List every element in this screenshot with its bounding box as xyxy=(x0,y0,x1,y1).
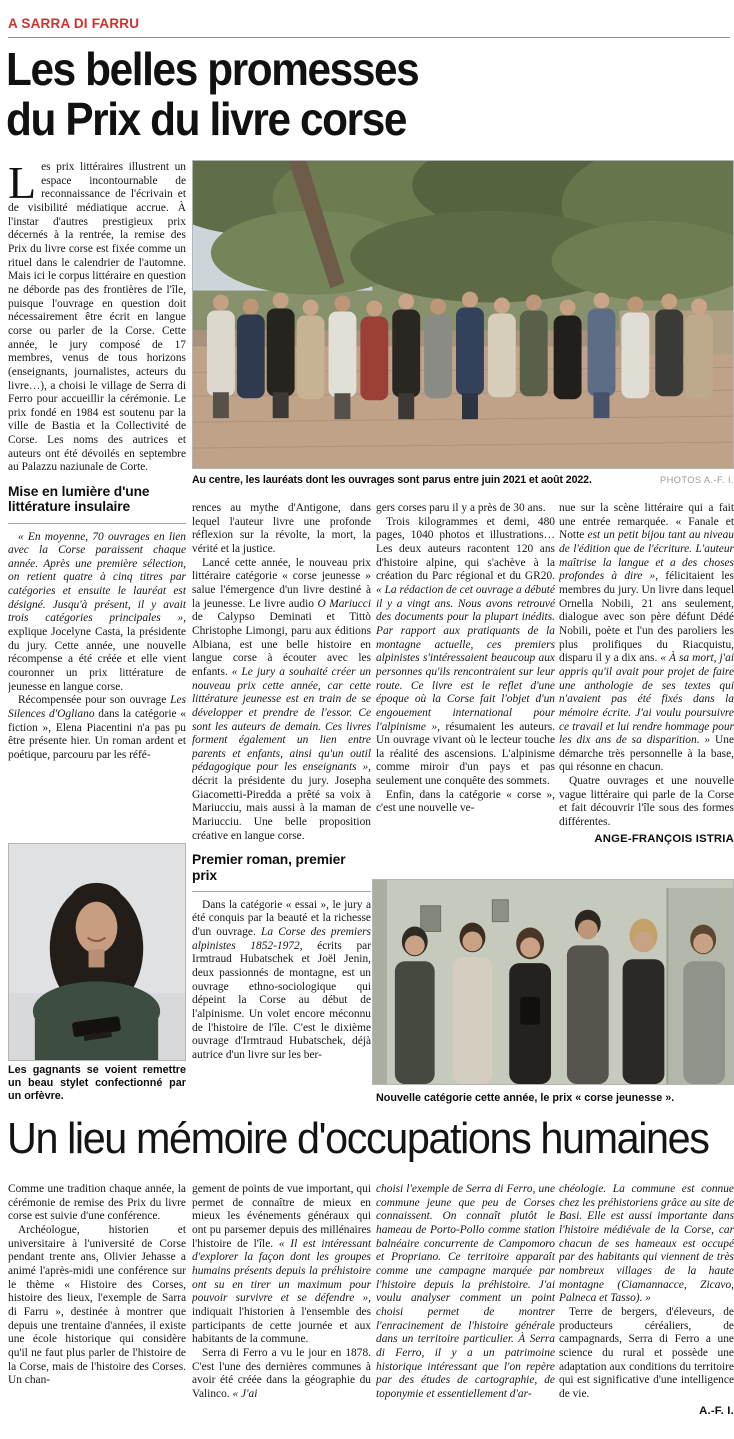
article1-column-4 xyxy=(559,502,734,880)
paragraph: chéologie. La commune est connue chez les préhistoriens grâce au site de Basi. Elle est aussi importante dans l'histoire médiévale de la Corse, car chacun de ses hameaux est occupé par des habitants qui viennent de très nombreux villages de la haute montagne (Ciamannacce, Zicavo, Palneca et Tasso). » xyxy=(559,1183,734,1305)
paragraph: rences au mythe d'Antigone, dans lequel l'auteur livre une profonde réflexion sur la révolte, la mort, la vérité et la justice. xyxy=(192,502,371,555)
article1-column-2 xyxy=(192,502,371,1114)
kicker-rule xyxy=(8,37,730,38)
paragraph: « En moyenne, 70 ouvrages en lien avec la Corse paraissent chaque année. Après une première sélection, on retient quatre à cinq titres par catégories et ensuite le lauréat est désigné. Jusqu'à présent, il y avait trois catégories principales », explique Jocelyne Casta, la présidente du jury. Cette année, une nouvelle récompense a été créée et elle vient couronner un prix littérature de jeunesse en langue corse. xyxy=(8,530,186,693)
paragraph: Dans la catégorie « essai », le jury a été conquis par la beauté et la richesse d'un ouvrage. La Corse des premiers alpinistes 1852-1972, écrits par Irmtraud Hubatschek et Joël Jenin, deux passionnés de montagne, est un ouvrage ethno-sociologique qui dépeint la Corse au début de l'alpinisme. Un volet encore méconnu de l'histoire de l'île. C'est le dixième ouvrage d'Irmtraud Hubatschek, déjà autrice d'un livre sur les ber- xyxy=(192,898,371,1062)
paragraph: gers corses paru il y a près de 30 ans. xyxy=(376,502,546,514)
subhead-premier-roman: Premier roman, premier prix xyxy=(192,852,371,891)
photo-winner-portrait xyxy=(8,843,186,1061)
paragraph: Serra di Ferro a vu le jour en 1878. C'est l'une des dernières communes à avoir été créée dans la géographie du Valinco. « J'ai xyxy=(192,1346,371,1400)
headline-line: du Prix du livre corse xyxy=(6,93,407,145)
article2-column-3 xyxy=(376,1183,555,1425)
paragraph: nue sur la scène littéraire qui a fait une entrée remarquée. « Fanale et Notte est un petit bijou tant au niveau de l'édition que de l'écriture. L'auteur maîtrise la langue et a des choses profondes à dire », félicitaient les membres du jury. Un livre dans lequel Ornella Nobili, 21 ans seulement, dialogue avec son père défunt Dédé Nobili, poète et l'un des paroliers les plus prolifiques du Riacquistu, disparu il y a dix ans. « À sa mort, j'ai appris qu'il avait pour projet de faire une anthologie de ses textes qui n'avaient pas été fixés dans la mémoire écrite. J'ai voulu poursuivre ce travail et lui rendre hommage pour les dix ans de sa disparition. » Une démarche très personnelle à la base, qui résonne en chacun. xyxy=(559,502,734,774)
photo1-caption: Au centre, les lauréats dont les ouvrages sont parus entre juin 2021 et août 2022. xyxy=(192,474,592,486)
article2-column-4 xyxy=(559,1183,734,1425)
article2-byline: A.-F. I. xyxy=(699,1404,734,1417)
paragraph: Quatre ouvrages et une nouvelle vague littéraire qui parle de la Corse et fait découvrir l'île sous des formes différentes. xyxy=(559,775,734,829)
photo-credit: PHOTOS A.-F. I. xyxy=(659,475,734,485)
paragraph xyxy=(8,161,186,475)
paragraph: Récompensée pour son ouvrage Les Silences d'Ogliano dans la catégorie « fiction », Elena Piacentini n'a pas pu être présente hier. Un roman ardent et poétique, parcouru par les réfé- xyxy=(8,694,186,761)
prize-ceremony-illustration xyxy=(373,880,733,1084)
paragraph: choisi l'exemple de Serra di Ferro, une commune jeune que peu de Corses connaissent. On connaît plutôt le hameau de Porto-Pollo comme station balnéaire concurrente de Campomoro et Propriano. Ce territoire apparaît comme une campagne marquée par l'histoire depuis la préhistoire. J'ai voulu analyser comment un point choisi permet de montrer l'enracinement de l'histoire générale dans un territoire particulier. À Serra di Ferro, il y a un patrimoine historique intéressant que l'on repère par des études de cartographie, de toponymie et essentiellement d'ar- xyxy=(376,1183,555,1400)
article2-column-1 xyxy=(8,1183,186,1425)
headline-line: Les belles promesses xyxy=(6,43,419,95)
photo2-caption: Nouvelle catégorie cette année, le prix « corse jeunesse ». xyxy=(376,1092,675,1104)
portrait-caption: Les gagnants se voient remettre un beau stylet confectionné par un orfèvre. xyxy=(8,1064,186,1102)
photo1-caption-row xyxy=(192,474,734,486)
article2-column-2 xyxy=(192,1183,371,1425)
paragraph-text: es prix littéraires illustrent un espace incontournable de reconnaissance de l'écrivain et de visibilité médiatique accrue. À l'instar d'autres prestigieux prix décernés à la rentrée, la remise des Prix du livre corse est fixée comme un rituel dans le calendrier de l'automne. Mais ici le corpus littéraire en question ne déborde pas des frontières de l'île, puisque l'ouvrage en question doit nécessairement être écrit en langue corse ou parler de la Corse. Cette année, le jury composé de 17 membres, venus de tous horizons (enseignants, journalistes, acteurs du livre…), a choisi le village de Serra di Ferro pour accueillir la cérémonie. Le prix fondé en 1984 est soutenu par la ville de Bastia et la Collectivité de Corse. Les noms des autrices et auteurs ont été dévoilés en septembre au Palazzu naziunale de Corte. xyxy=(8,161,186,474)
paragraph: Trois kilogrammes et demi, 480 pages, 1040 photos et illustrations… Les deux auteurs racontent 120 ans d'histoire alpine, qui s'achève à la création du Parc régional et du GR20. « La rédaction de cet ouvrage a débuté il y a vingt ans. Nous avons retrouvé des documents pour la plupart inédits. Par rapport aux pratiquants de la montagne actuelle, ces premiers alpinistes s'intéressaient beaucoup aux personnes qu'ils rencontraient sur leur route. Ce livre est le reflet d'une époque où la Corse fait l'objet d'un engouement international pour l'alpinisme », résumaient les auteurs. Un ouvrage vivant où le lecteur touche la réalité des ascensions. L'alpinisme comme miroir d'un pays et pas seulement une conquête des sommets. xyxy=(376,515,555,788)
paragraph: Archéologue, historien et universitaire à l'université de Corse pendant trente ans, Olivier Jehasse a animé l'après-midi une conférence sur le thème « Histoire des Corses, histoire des lieux, l'exemple de Sarra di Farru », destinée à montrer que depuis une trentaine d'années, il existe une école historique qui considère qu'il ne faut plus parler de l'histoire de la Corse, mais de l'histoire des Corses. Un chan- xyxy=(8,1223,186,1387)
paragraph: Lancé cette année, le nouveau prix littéraire catégorie « corse jeunesse » salue l'émergence d'un livre destiné à la jeunesse. Le livre audio O Mariucci de Calypso Deminati et Tittò Christophe Limongi, paru aux éditions Albiana, est une belle histoire en langue corse à écouter avec les enfants. « Le jury a souhaité créer un nouveau prix cette année, car cette littérature jeunesse est en train de se développer et prendre de l'essor. Ce sont les auteurs de demain. Ces livres forment également un lien entre parents et enfants, ainsi qu'un outil pédagogique pour les enseignants », décrit la présidente du jury. Josepha Giacometti-Piredda a prêté sa voix à Mariucciu, mais aussi à la maman de Mariucciu. Une belle proposition créative en langue corse. xyxy=(192,556,371,842)
photo-corse-jeunesse-prize xyxy=(372,879,734,1085)
article1-column-1 xyxy=(8,161,186,842)
article1-column-3 xyxy=(376,502,555,879)
photo-laureates-group xyxy=(192,160,734,469)
photo-laureates-illustration xyxy=(193,161,733,468)
article2-headline: Un lieu mémoire d'occupations humaines xyxy=(7,1114,709,1163)
portrait-illustration xyxy=(9,844,185,1060)
main-headline xyxy=(6,44,418,144)
paragraph: Enfin, dans la catégorie « corse », c'est une nouvelle ve- xyxy=(376,788,555,815)
paragraph: Terre de bergers, d'éleveurs, de producteurs céréaliers, de campagnards, Serra di Ferro a une science du rural et possède une adaptation aux conditions du territoire qui est significative d'une intelligence de vie. xyxy=(559,1305,734,1400)
subhead-mise-en-lumiere: Mise en lumière d'une littérature insulaire xyxy=(8,484,186,523)
article1-byline: ANGE-FRANÇOIS ISTRIA xyxy=(594,832,734,845)
paragraph: gement de points de vue important, qui permet de connaître de mieux en mieux les événements généraux qui ont pu parsemer depuis des millénaires l'histoire de l'île. « Il est intéressant d'explorer la façon dont les groupes humains présents depuis la préhistoire ont su en tirer un maximum pour pouvoir survivre et se défendre », indiquait l'historien à l'ensemble des participants de cette journée et aux habitants de la commune. xyxy=(192,1183,371,1346)
paragraph: Comme une tradition chaque année, la cérémonie de remise des Prix du livre corse est suivie d'une conférence. xyxy=(8,1183,186,1223)
drop-cap: L xyxy=(8,161,37,208)
section-kicker: A SARRA DI FARRU xyxy=(8,16,140,31)
